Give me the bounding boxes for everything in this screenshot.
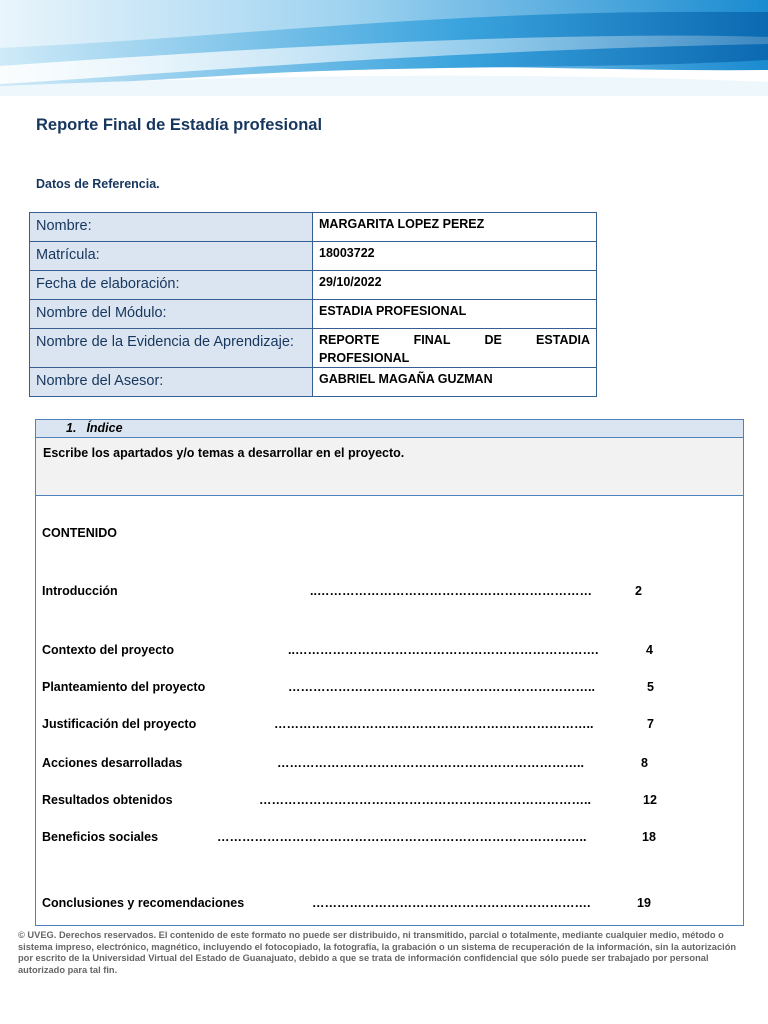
enrollment-label: Matrícula: — [30, 242, 313, 271]
toc-entry-page: 8 — [641, 756, 648, 770]
index-heading — [36, 420, 743, 438]
toc-entry-dots: ..………………………………………………………… — [310, 584, 592, 598]
toc-entry-page: 7 — [647, 717, 654, 731]
enrollment-value: 18003722 — [313, 242, 597, 271]
name-value: MARGARITA LOPEZ PEREZ — [313, 213, 597, 242]
table-row — [30, 368, 597, 397]
toc-entry-page: 19 — [637, 896, 651, 910]
index-instruction: Escribe los apartados y/o temas a desarrollar en el proyecto. — [36, 438, 743, 496]
table-row — [30, 329, 597, 368]
toc-entry-title: Contexto del proyecto — [42, 643, 174, 657]
advisor-value: GABRIEL MAGAÑA GUZMAN — [313, 368, 597, 397]
toc-entry-title: Resultados obtenidos — [42, 793, 173, 807]
table-row — [30, 242, 597, 271]
toc-entry-dots: ………………………………………………………………….. — [274, 717, 594, 731]
toc-entry-dots: ……………………………………………………………….. — [277, 756, 584, 770]
index-title: Índice — [86, 421, 123, 435]
toc-entry-title: Conclusiones y recomendaciones — [42, 896, 245, 910]
toc-entry-title: Introducción — [42, 584, 118, 598]
document-title: Reporte Final de Estadía profesional — [36, 116, 323, 134]
reference-table — [29, 212, 597, 397]
toc-entry-page: 18 — [642, 830, 656, 844]
module-value: ESTADIA PROFESIONAL — [313, 300, 597, 329]
evidence-value — [313, 329, 597, 368]
index-section — [35, 419, 744, 926]
index-number: 1. — [66, 421, 77, 435]
table-row — [30, 213, 597, 242]
toc-entry-dots: …………………………………………………………………….. — [259, 793, 591, 807]
toc-entry-page: 5 — [647, 680, 654, 694]
toc-entry-dots: …………………………………………………………. — [312, 896, 591, 910]
toc-entry-dots: …………………………………………………………………………….. — [217, 830, 587, 844]
evidence-value-line-2: PROFESIONAL — [319, 351, 410, 365]
module-label: Nombre del Módulo: — [30, 300, 313, 329]
name-label: Nombre: — [30, 213, 313, 242]
copyright-footer: © UVEG. Derechos reservados. El contenido de este formato no puede ser distribuido, ni transmitido, parcial o totalmente, mediante cualquier medio, método o sistema impreso, electrónico, magnético, incluyendo el fotocopiado, la fotografía, la grabación o un sistema de recuperación de la información, sin la autorización por escrito de la Universidad Virtual del Estado de Guanajuato, debido a que se trata de información confidencial que sólo puede ser trabajado por personal autorizado para tal fin. — [18, 930, 737, 975]
toc-entry-title: Beneficios sociales — [42, 830, 159, 844]
toc-entry-title: Acciones desarrolladas — [42, 756, 183, 770]
table-row — [30, 271, 597, 300]
toc-entry-title: Planteamiento del proyecto — [42, 680, 206, 694]
banner-graphic — [0, 0, 768, 96]
date-value: 29/10/2022 — [313, 271, 597, 300]
header-banner — [0, 0, 768, 96]
toc-entry-page: 2 — [635, 584, 642, 598]
evidence-value-line-1: REPORTE FINAL DE ESTADIA — [319, 333, 590, 347]
toc-entry-page: 4 — [646, 643, 653, 657]
toc-entry-page: 12 — [643, 793, 657, 807]
evidence-label: Nombre de la Evidencia de Aprendizaje: — [30, 329, 313, 368]
advisor-label: Nombre del Asesor: — [30, 368, 313, 397]
reference-data-label: Datos de Referencia. — [36, 177, 160, 191]
content-label: CONTENIDO — [42, 526, 117, 540]
toc-entry-dots: ..………………………………………………………………. — [288, 643, 599, 657]
toc-entry-dots: ……………………………………………………………….. — [288, 680, 595, 694]
toc-entry-title: Justificación del proyecto — [42, 717, 197, 731]
table-row — [30, 300, 597, 329]
date-label: Fecha de elaboración: — [30, 271, 313, 300]
